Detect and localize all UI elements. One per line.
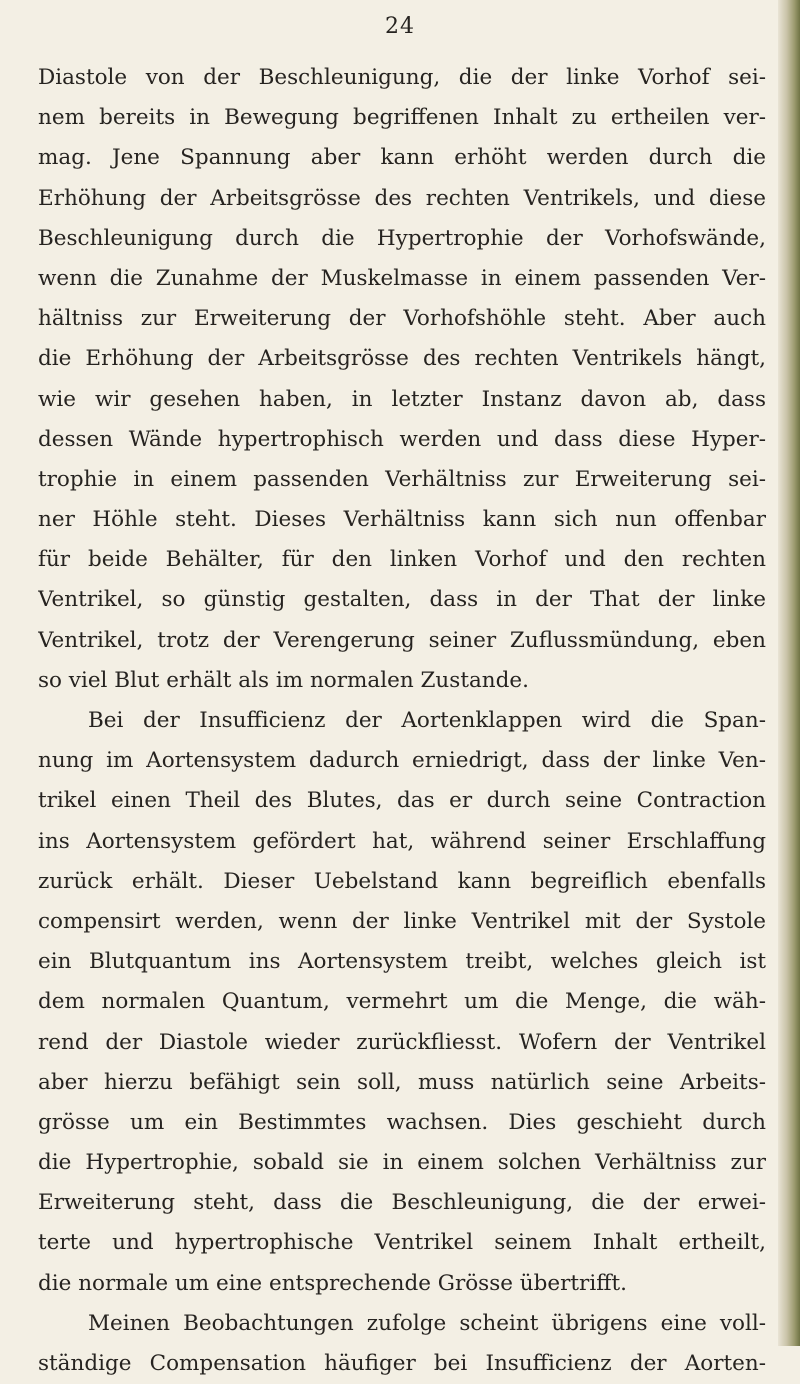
text-line: trophie in einem passenden Verhältniss zur Erweiterung sei- <box>38 466 766 492</box>
text-line: für beide Behälter, für den linken Vorhof und den rechten <box>38 547 766 573</box>
text-line: aber hierzu befähigt sein soll, muss natürlich seine Arbeits- <box>38 1069 766 1095</box>
text-line: Ventrikel, trotz der Verengerung seiner Zuflussmündung, eben <box>38 627 766 653</box>
text-line: dem normalen Quantum, vermehrt um die Menge, die wäh- <box>38 989 766 1015</box>
page-edge-shadow <box>778 0 800 1346</box>
text-line: rend der Diastole wieder zurückfliesst. Wofern der Ventrikel <box>38 1029 766 1055</box>
body-text <box>38 58 766 1384</box>
text-line: die Hypertrophie, sobald sie in einem solchen Verhältniss zur <box>38 1150 766 1176</box>
text-line: grösse um ein Bestimmtes wachsen. Dies geschieht durch <box>38 1109 766 1135</box>
text-line: nung im Aortensystem dadurch erniedrigt, dass der linke Ven- <box>38 748 766 774</box>
text-line: nem bereits in Bewegung begriffenen Inhalt zu ertheilen ver- <box>38 105 766 131</box>
text-line: ständige Compensation häufiger bei Insufficienz der Aorten- <box>38 1351 766 1376</box>
text-line: dessen Wände hypertrophisch werden und dass diese Hyper- <box>38 426 766 452</box>
text-line: terte und hypertrophische Ventrikel seinem Inhalt ertheilt, <box>38 1230 766 1256</box>
text-line: wie wir gesehen haben, in letzter Instanz davon ab, dass <box>38 386 766 412</box>
text-line: zurück erhält. Dieser Uebelstand kann begreiflich ebenfalls <box>38 868 766 894</box>
text-line: Erweiterung steht, dass die Beschleunigung, die der erwei- <box>38 1190 766 1216</box>
text-line: Erhöhung der Arbeitsgrösse des rechten Ventrikels, und diese <box>38 185 766 211</box>
text-line: compensirt werden, wenn der linke Ventrikel mit der Systole <box>38 908 766 934</box>
text-line: die normale um eine entsprechende Grösse übertrifft. <box>38 1270 627 1296</box>
paragraph-start-line: Meinen Beobachtungen zufolge scheint übrigens eine voll- <box>88 1310 766 1336</box>
text-line: wenn die Zunahme der Muskelmasse in einem passenden Ver- <box>38 265 766 291</box>
text-line: ein Blutquantum ins Aortensystem treibt, welches gleich ist <box>38 949 766 975</box>
text-line: Diastole von der Beschleunigung, die der linke Vorhof sei- <box>38 65 766 90</box>
text-line: die Erhöhung der Arbeitsgrösse des rechten Ventrikels hängt, <box>38 346 766 372</box>
paragraph-start-line: Bei der Insufficienz der Aortenklappen wird die Span- <box>88 708 766 733</box>
text-line: Ventrikel, so günstig gestalten, dass in der That der linke <box>38 587 766 613</box>
text-line: hältniss zur Erweiterung der Vorhofshöhle steht. Aber auch <box>38 306 766 332</box>
text-line: trikel einen Theil des Blutes, das er durch seine Contraction <box>38 788 766 814</box>
page-number: 24 <box>385 14 415 39</box>
text-line: so viel Blut erhält als im normalen Zustande. <box>38 667 529 693</box>
text-line: ins Aortensystem gefördert hat, während seiner Erschlaffung <box>38 828 766 854</box>
text-line: ner Höhle steht. Dieses Verhältniss kann sich nun offenbar <box>38 507 766 533</box>
text-line: Beschleunigung durch die Hypertrophie der Vorhofswände, <box>38 225 766 251</box>
text-line: mag. Jene Spannung aber kann erhöht werden durch die <box>38 145 766 171</box>
